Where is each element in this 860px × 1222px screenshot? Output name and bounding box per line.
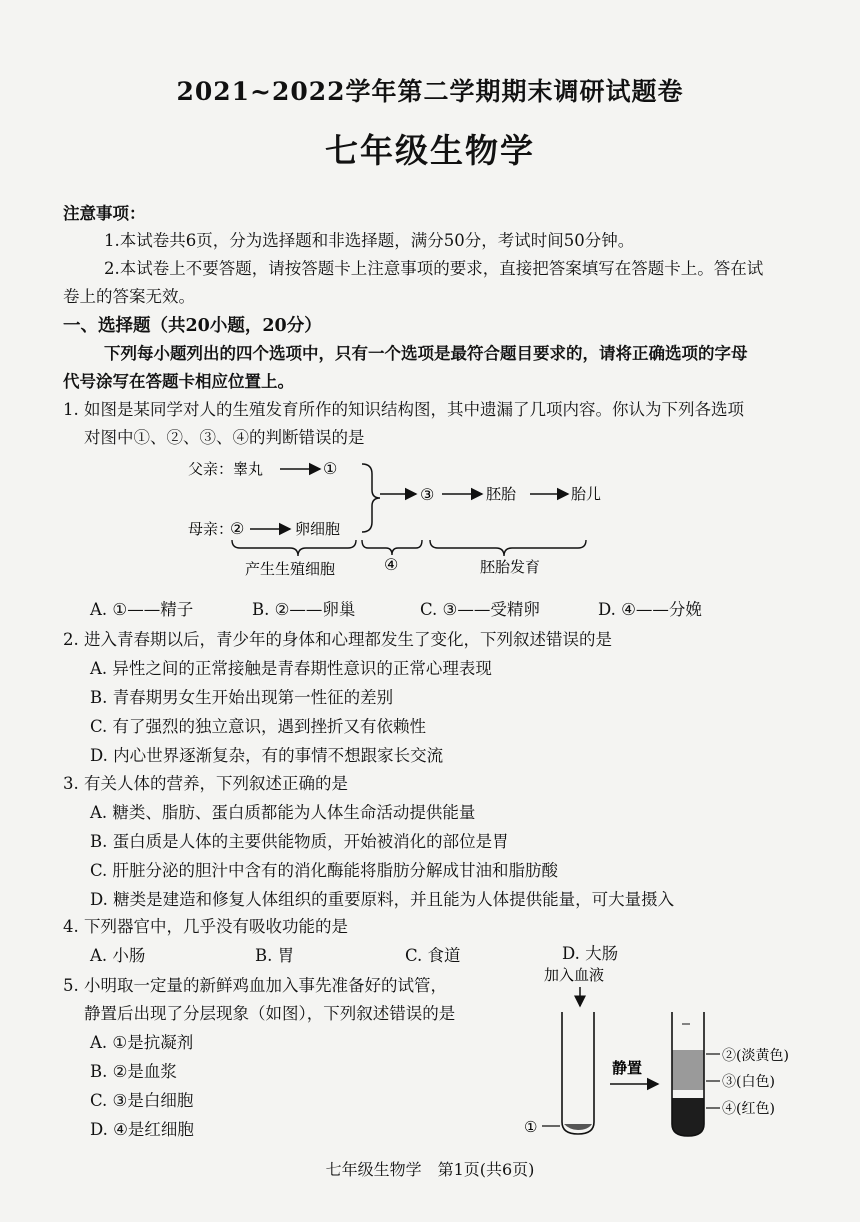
q4-option-d: D. 大肠 xyxy=(562,944,619,963)
q1-option-b: B. ②——卵巢 xyxy=(252,600,356,619)
q5-option-d: D. ④是红细胞 xyxy=(90,1120,194,1139)
q1-stem-line-1: 1. 如图是某同学对人的生殖发育所作的知识结构图，其中遗漏了几项内容。你认为下列各选项 xyxy=(63,400,744,419)
red-cell-layer xyxy=(672,1098,704,1136)
q2-option-d: D. 内心世界逐渐复杂，有的事情不想跟家长交流 xyxy=(90,746,444,765)
settle-label: 静置 xyxy=(612,1059,643,1077)
diagram-father-label: 父亲：睾丸 xyxy=(188,460,264,478)
white-cell-layer xyxy=(672,1090,704,1098)
q3-option-b: B. 蛋白质是人体的主要供能物质，开始被消化的部位是胃 xyxy=(90,832,509,851)
q1-option-a: A. ①——精子 xyxy=(90,600,194,619)
q1-reproduction-diagram xyxy=(160,452,630,582)
add-blood-label: 加入血液 xyxy=(544,966,605,984)
q4-option-b: B. 胃 xyxy=(255,946,295,965)
section-1-intro-line-2: 代号涂写在答题卡相应位置上。 xyxy=(63,372,294,391)
q3-option-d: D. 糖类是建造和修复人体组织的重要原料，并且能为人体提供能量，可大量摄入 xyxy=(90,890,675,909)
plasma-layer xyxy=(672,1050,704,1090)
diagram-join-brace xyxy=(362,464,380,532)
layer-2-label: ②(淡黄色) xyxy=(722,1048,789,1064)
q4-option-c: C. 食道 xyxy=(405,946,461,965)
diagram-dev-label: 胚胎发育 xyxy=(480,558,541,576)
brace-4 xyxy=(362,540,422,555)
tube-label-1: ① xyxy=(524,1118,538,1136)
layer-3-label: ③(白色) xyxy=(722,1074,775,1090)
anticoagulant-layer xyxy=(564,1124,592,1130)
q3-stem: 3. 有关人体的营养，下列叙述正确的是 xyxy=(63,774,348,793)
q5-option-a: A. ①是抗凝剂 xyxy=(90,1033,194,1052)
diagram-num-3: ③ xyxy=(420,485,435,504)
exam-title: 2021~2022学年第二学期期末调研试题卷 xyxy=(176,77,684,106)
q1-stem-line-2: 对图中①、②、③、④的判断错误的是 xyxy=(84,428,365,447)
q5-stem-line-1: 5. 小明取一定量的新鲜鸡血加入事先准备好的试管， xyxy=(63,976,447,995)
notice-item-2-line-2: 卷上的答案无效。 xyxy=(63,287,195,306)
diagram-egg-label: 卵细胞 xyxy=(295,520,341,538)
brace-gamete xyxy=(232,540,356,556)
q2-option-a: A. 异性之间的正常接触是青春期性意识的正常心理表现 xyxy=(90,659,492,678)
section-1-heading: 一、选择题（共20小题，20分） xyxy=(63,316,322,336)
q2-option-c: C. 有了强烈的独立意识，遇到挫折又有依赖性 xyxy=(90,717,427,736)
q2-stem: 2. 进入青春期以后，青少年的身体和心理都发生了变化，下列叙述错误的是 xyxy=(63,630,612,649)
q5-option-c: C. ③是白细胞 xyxy=(90,1091,194,1110)
brace-embryo-dev xyxy=(430,540,586,556)
page-footer: 七年级生物学 第1页(共6页) xyxy=(325,1160,535,1179)
q4-stem: 4. 下列器官中，几乎没有吸收功能的是 xyxy=(63,917,348,936)
notice-item-1: 1.本试卷共6页，分为选择题和非选择题，满分50分，考试时间50分钟。 xyxy=(104,231,635,250)
q1-option-c: C. ③——受精卵 xyxy=(420,600,540,619)
q3-option-c: C. 肝脏分泌的胆汁中含有的消化酶能将脂肪分解成甘油和脂肪酸 xyxy=(90,861,559,880)
diagram-num-2: ② xyxy=(230,519,245,538)
section-1-intro-line-1: 下列每小题列出的四个选项中，只有一个选项是最符合题目要求的，请将正确选项的字母 xyxy=(104,344,748,363)
notice-heading: 注意事项： xyxy=(63,204,146,223)
layer-4-label: ④(红色) xyxy=(722,1101,775,1117)
q5-stem-line-2: 静置后出现了分层现象（如图），下列叙述错误的是 xyxy=(84,1004,456,1023)
diagram-embryo-label: 胚胎 xyxy=(486,485,517,503)
notice-item-2-line-1: 2.本试卷上不要答题，请按答题卡上注意事项的要求，直接把答案填写在答题卡上。答在试 xyxy=(104,259,764,278)
diagram-gamete-label: 产生生殖细胞 xyxy=(245,560,336,578)
diagram-fetus-label: 胎儿 xyxy=(571,485,602,503)
q3-option-a: A. 糖类、脂肪、蛋白质都能为人体生命活动提供能量 xyxy=(90,803,476,822)
subject-title: 七年级生物学 xyxy=(325,131,535,170)
tube-before xyxy=(562,1012,594,1134)
diagram-num-4: ④ xyxy=(384,555,399,574)
q2-option-b: B. 青春期男女生开始出现第一性征的差别 xyxy=(90,688,394,707)
q5-blood-tube-figure xyxy=(520,960,820,1145)
diagram-mother-label: 母亲： xyxy=(188,520,234,538)
q4-option-a: A. 小肠 xyxy=(90,946,146,965)
diagram-num-1: ① xyxy=(323,459,338,478)
q5-option-b: B. ②是血浆 xyxy=(90,1062,177,1081)
q1-option-d: D. ④——分娩 xyxy=(598,600,702,619)
